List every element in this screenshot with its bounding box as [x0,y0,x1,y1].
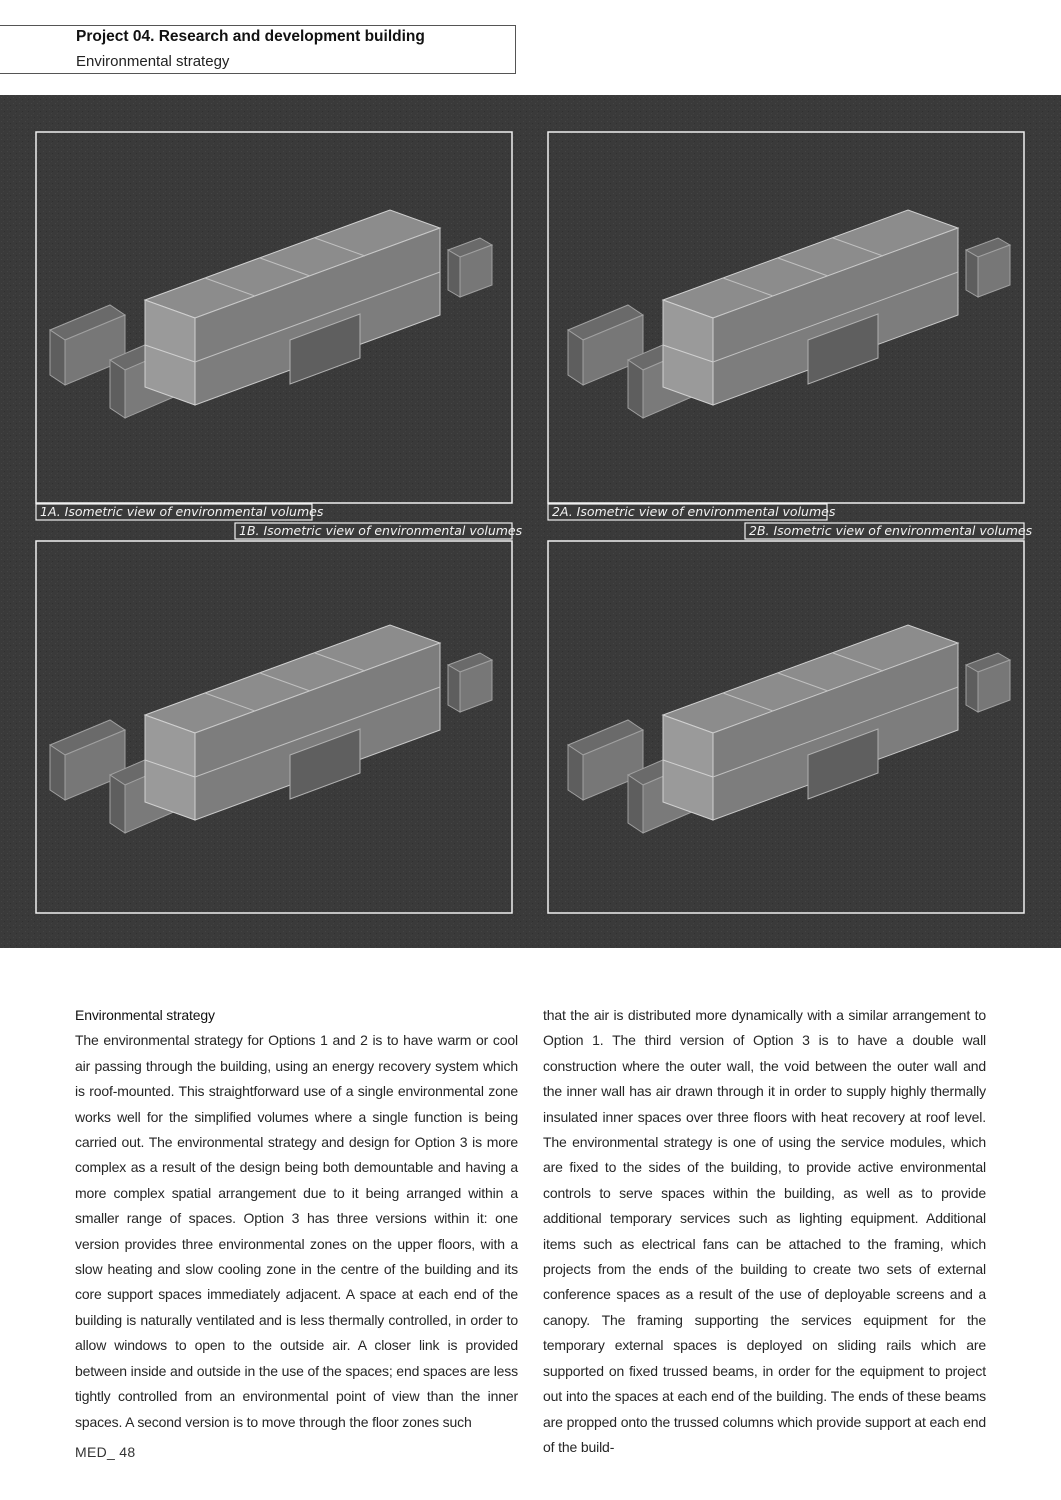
figure-2a-caption: 2A. Isometric view of environmental volumes [552,504,836,519]
page-subtitle: Environmental strategy [76,53,230,70]
figure-1a-caption: 1A. Isometric view of environmental volumes [40,504,324,519]
article-column-left [75,1003,518,1435]
isometric-figures-panel [0,95,1061,948]
article-right-text: that the air is distributed more dynamically with a similar arrangement to Option 1. The third version of Option 3 is to have a double wall construction where the outer wall, the void between the outer wall and the inner wall has air drawn through it in order to supply highly thermally insulated inner spaces over three floors with heat recovery at roof level. The environmental strategy is one of using the service modules, which are fixed to the sides of the building, to provide active environmental controls to serve spaces within the building, as well as to provide additional temporary services such as lighting equipment. Additional items such as electrical fans can be attached to the framing, which projects from the ends of the building to create two sets of external conference spaces as a result of the use of deployable screens and a canopy. The framing supporting the services equipment for the temporary external spaces is deployed on sliding rails which are supported on fixed trussed beams, in order for the equipment to project out into the spaces at each end of the building. The ends of these beams are propped onto the trussed columns which provide support at each end of the build- [543,1007,986,1455]
article-column-right [543,1003,986,1460]
figure-1b-caption: 1B. Isometric view of environmental volumes [239,523,523,538]
page-title: Project 04. Research and development building [76,28,425,45]
page-number: MED_ 48 [75,1444,136,1460]
article-left-text: The environmental strategy for Options 1 and 2 is to have warm or cool air passing through the building, using an energy recovery system which is roof-mounted. This straightforward use of a single environmental zone works well for the simplified volumes where a single function is being carried out. The environmental strategy and design for Option 3 is more complex as a result of the design being both demountable and having a more complex spatial arrangement due to it being arranged within a smaller range of spaces. Option 3 has three versions within it: one version provides three environmental zones on the upper floors, with a slow heating and slow cooling zone in the centre of the building and its core support spaces immediately adjacent. A space at each end of the building is naturally ventilated and is less thermally controlled, in order to allow windows to open to the outside air. A closer link is provided between inside and outside in the use of the spaces; end spaces are less tightly controlled from an environmental point of view than the inner spaces. A second version is to move through the floor zones such [75,1032,518,1430]
section-heading: Environmental strategy [75,1007,215,1023]
figure-2b-caption: 2B. Isometric view of environmental volumes [749,523,1033,538]
